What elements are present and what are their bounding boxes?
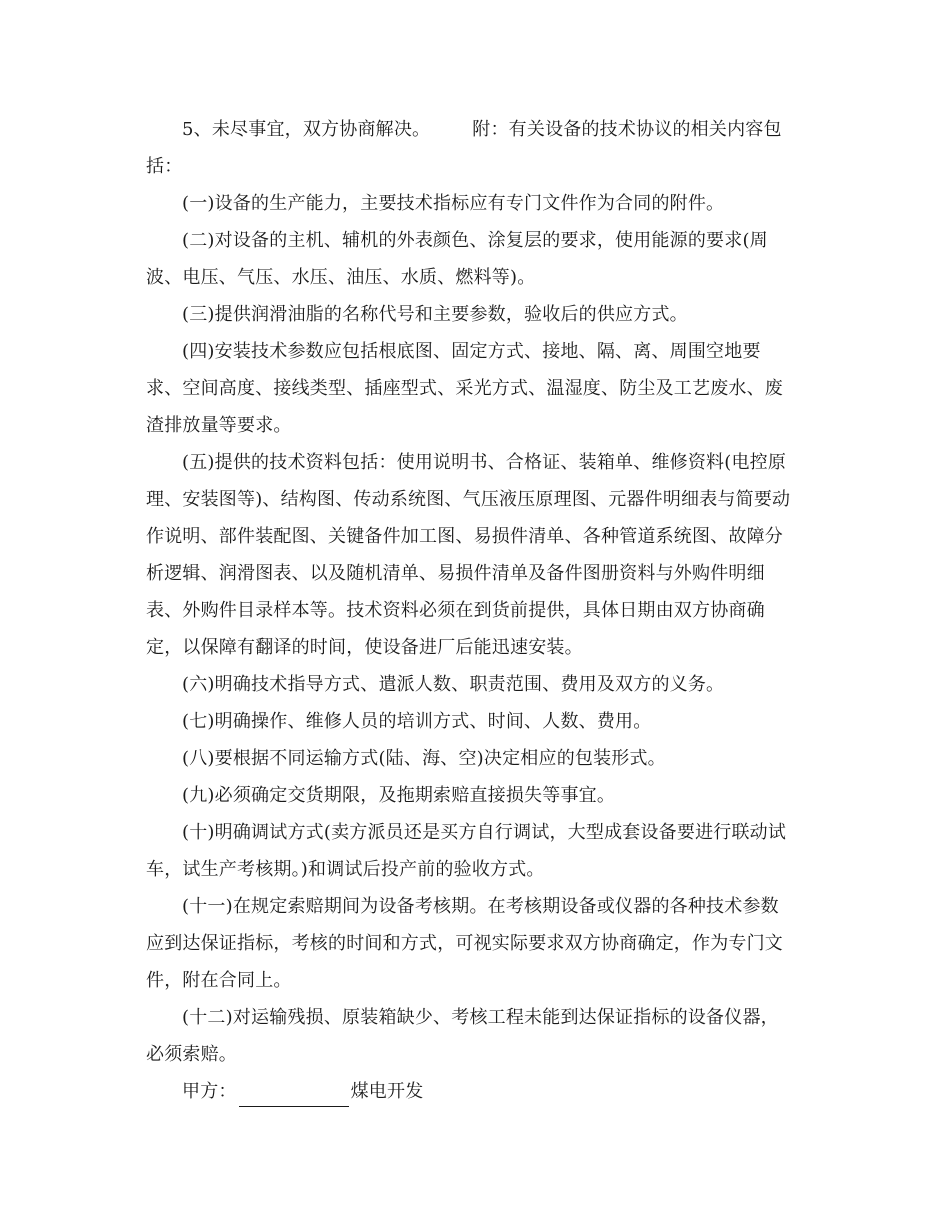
paragraph-line: 析逻辑、润滑图表、以及随机清单、易损件清单及备件图册资料与外购件明细 [146,563,765,584]
signature-suffix: 煤电开发 [350,1081,424,1102]
paragraph-line: (三)提供润滑油脂的名称代号和主要参数，验收后的供应方式。 [182,304,688,325]
paragraph-line: 作说明、部件装配图、关键备件加工图、易损件清单、各种管道系统图、故障分 [146,526,783,547]
signature-line [182,1077,423,1107]
paragraph-line: 件，附在合同上。 [146,970,292,991]
paragraph-line: (十二)对运输残损、原装箱缺少、考核工程未能到达保证指标的设备仪器， [182,1007,779,1028]
paragraph-line: (八)要根据不同运输方式(陆、海、空)决定相应的包装形式。 [182,748,666,769]
paragraph-line: 定，以保障有翻译的时间，使设备进厂后能迅速安装。 [146,637,583,658]
paragraph-line: 表、外购件目录样本等。技术资料必须在到货前提供，具体日期由双方协商确 [146,600,765,621]
paragraph-line: 理、安装图等)、结构图、传动系统图、气压液压原理图、元器件明细表与简要动 [146,489,791,510]
text-span: 附：有关设备的技术协议的相关内容包 [472,119,782,140]
text-span: 5、未尽事宜，双方协商解决。 [182,119,431,140]
paragraph-line: (七)明确操作、维修人员的培训方式、时间、人数、费用。 [182,711,652,732]
paragraph-line: 必须索赔。 [146,1044,237,1065]
paragraph-line: 求、空间高度、接线类型、插座型式、采光方式、温湿度、防尘及工艺废水、废 [146,378,783,399]
paragraph-line: 波、电压、气压、水压、油压、水质、燃料等)。 [146,267,536,288]
signature-blank [239,1086,349,1107]
paragraph-line: (一)设备的生产能力，主要技术指标应有专门文件作为合同的附件。 [182,193,725,214]
paragraph-line: 括： [146,156,183,177]
paragraph-line: (九)必须确定交货期限，及拖期索赔直接损失等事宜。 [182,785,616,806]
paragraph-line: (四)安装技术参数应包括根底图、固定方式、接地、隔、离、周围空地要 [182,341,761,362]
signature-label: 甲方： [182,1081,237,1102]
paragraph-line: (六)明确技术指导方式、遣派人数、职责范围、费用及双方的义务。 [182,674,725,695]
paragraph-line: 车，试生产考核期。)和调试后投产前的验收方式。 [146,859,545,880]
paragraph-line: 应到达保证指标，考核的时间和方式，可视实际要求双方协商确定，作为专门文 [146,933,783,954]
paragraph-line: (十)明确调试方式(卖方派员还是买方自行调试，大型成套设备要进行联动试 [182,822,787,843]
paragraph-line: (五)提供的技术资料包括：使用说明书、合格证、装箱单、维修资料(电控原 [182,452,787,473]
paragraph-line [182,115,782,145]
paragraph-line: (二)对设备的主机、辅机的外表颜色、涂复层的要求，使用能源的要求(周 [182,230,768,251]
paragraph-line: 渣排放量等要求。 [146,415,292,436]
paragraph-line: (十一)在规定索赔期间为设备考核期。在考核期设备或仪器的各种技术参数 [182,896,779,917]
